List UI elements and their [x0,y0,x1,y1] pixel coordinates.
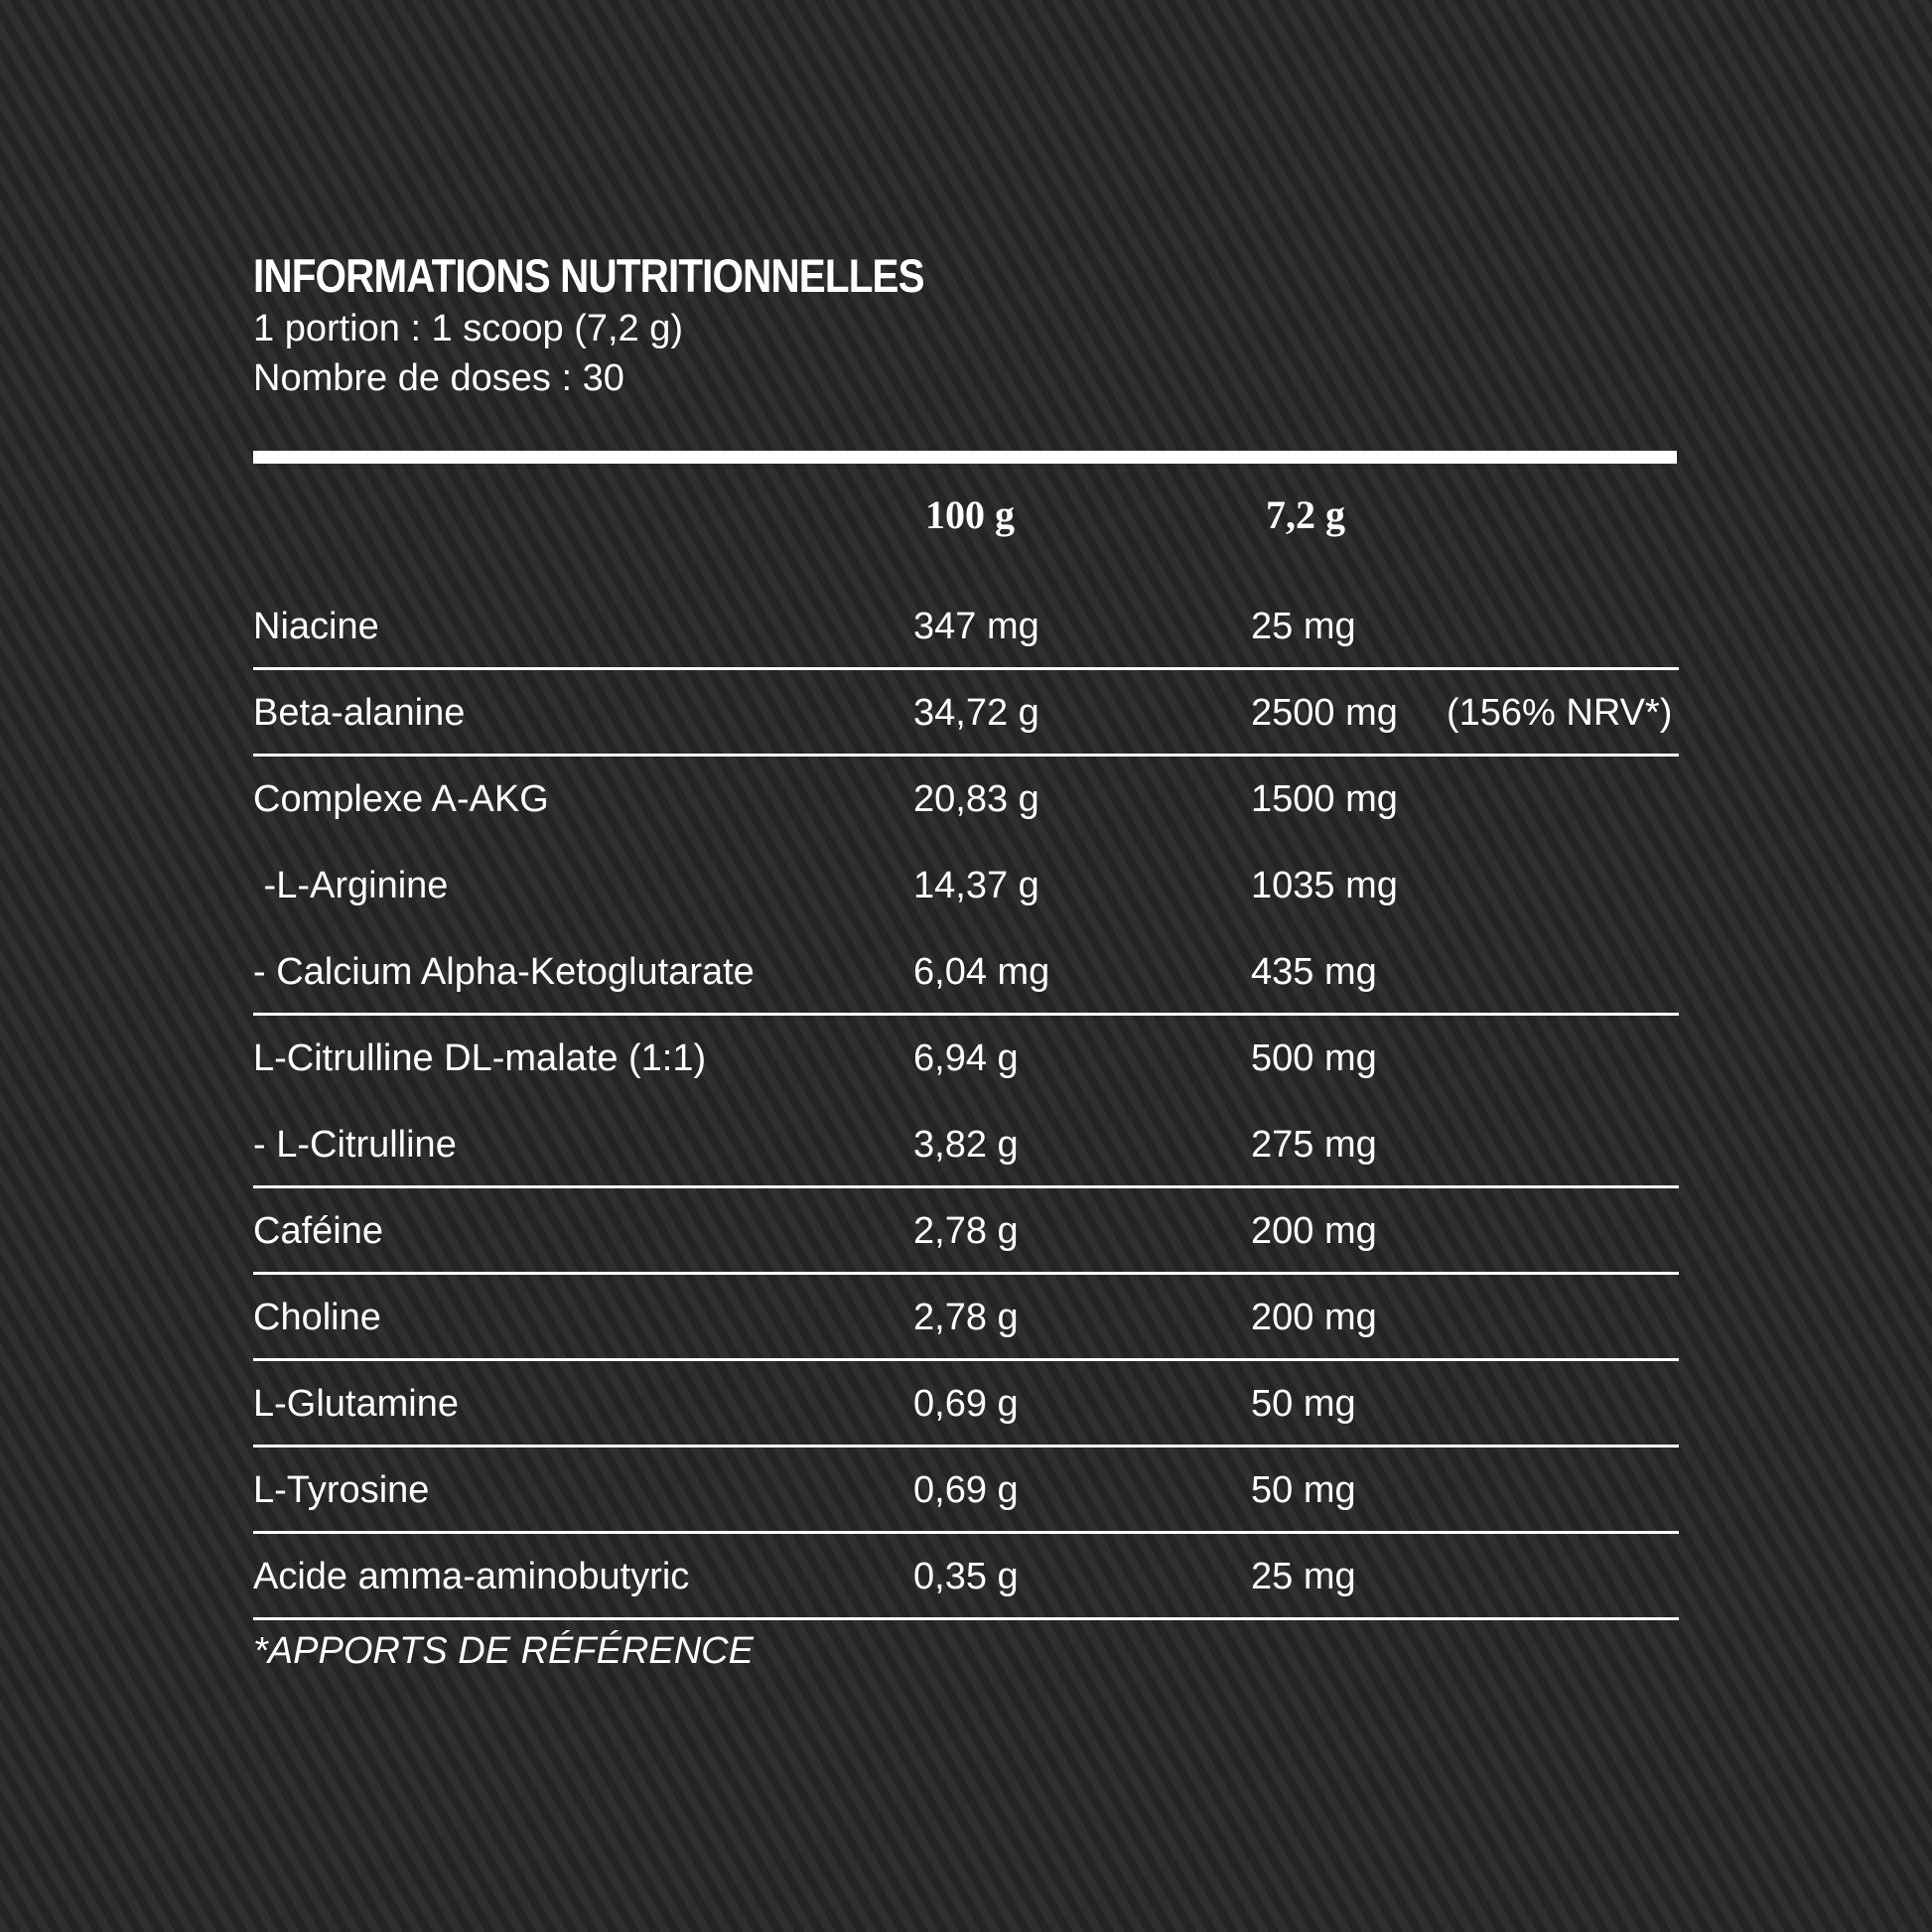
nutrient-name: Choline [253,1297,381,1338]
nutrient-name: L-Tyrosine [253,1469,430,1511]
nutrient-name: L-Glutamine [253,1383,459,1425]
value-per-serving: 435 mg [1251,951,1377,993]
table-row [253,1016,1679,1102]
table-row [253,1361,1679,1448]
value-per-100g: 6,04 mg [913,951,1050,993]
nutrient-name: L-Citrulline DL-malate (1:1) [253,1037,707,1079]
value-per-serving: 2500 mg [1251,692,1398,734]
table-row [253,1102,1679,1188]
value-per-serving: 25 mg [1251,1556,1356,1597]
nutrient-name: -L-Arginine [253,865,449,906]
value-per-serving: 50 mg [1251,1383,1356,1425]
nutrient-name: Beta-alanine [253,692,466,734]
column-header-serving: 7,2 g [1266,492,1345,537]
nutrient-name: - L-Citrulline [253,1124,457,1166]
nutrient-name: Acide amma-aminobutyric [253,1556,690,1597]
value-per-serving: 50 mg [1251,1469,1356,1511]
nutrient-name: - Calcium Alpha-Ketoglutarate [253,951,755,993]
value-per-100g: 3,82 g [913,1124,1019,1166]
value-per-100g: 2,78 g [913,1210,1019,1252]
value-per-serving: 275 mg [1251,1124,1377,1166]
table-row [253,584,1679,670]
table-row [253,1448,1679,1534]
value-per-100g: 34,72 g [913,692,1039,734]
nutrient-name: Niacine [253,606,379,647]
table-row [253,929,1679,1016]
value-per-100g: 6,94 g [913,1037,1019,1079]
value-per-100g: 14,37 g [913,865,1039,906]
value-per-100g: 0,35 g [913,1556,1019,1597]
value-per-serving: 25 mg [1251,606,1356,647]
table-row [253,1188,1679,1275]
value-per-100g: 0,69 g [913,1469,1019,1511]
value-per-100g: 0,69 g [913,1383,1019,1425]
value-per-100g: 2,78 g [913,1297,1019,1338]
dose-count: Nombre de doses : 30 [253,357,624,399]
nrv-note: (156% NRV*) [1447,692,1673,734]
reference-footnote: *APPORTS DE RÉFÉRENCE [253,1630,754,1672]
value-per-100g: 20,83 g [913,778,1039,820]
value-per-serving: 500 mg [1251,1037,1377,1079]
table-row [253,1275,1679,1361]
value-per-serving: 200 mg [1251,1297,1377,1338]
nutrition-panel [253,248,1679,1672]
nutrient-name: Complexe A-AKG [253,778,549,820]
value-per-100g: 347 mg [913,606,1039,647]
nutrient-name: Caféine [253,1210,383,1252]
nutrition-table [253,584,1679,1620]
table-row [253,843,1679,929]
header-divider [253,451,1677,464]
column-header-100g: 100 g [925,492,1015,537]
nutrition-title: INFORMATIONS NUTRITIONNELLES [253,249,924,302]
value-per-serving: 200 mg [1251,1210,1377,1252]
portion-size: 1 portion : 1 scoop (7,2 g) [253,308,684,349]
table-row [253,670,1679,757]
value-per-serving: 1500 mg [1251,778,1398,820]
table-row [253,1534,1679,1620]
value-per-serving: 1035 mg [1251,865,1398,906]
table-row [253,757,1679,843]
